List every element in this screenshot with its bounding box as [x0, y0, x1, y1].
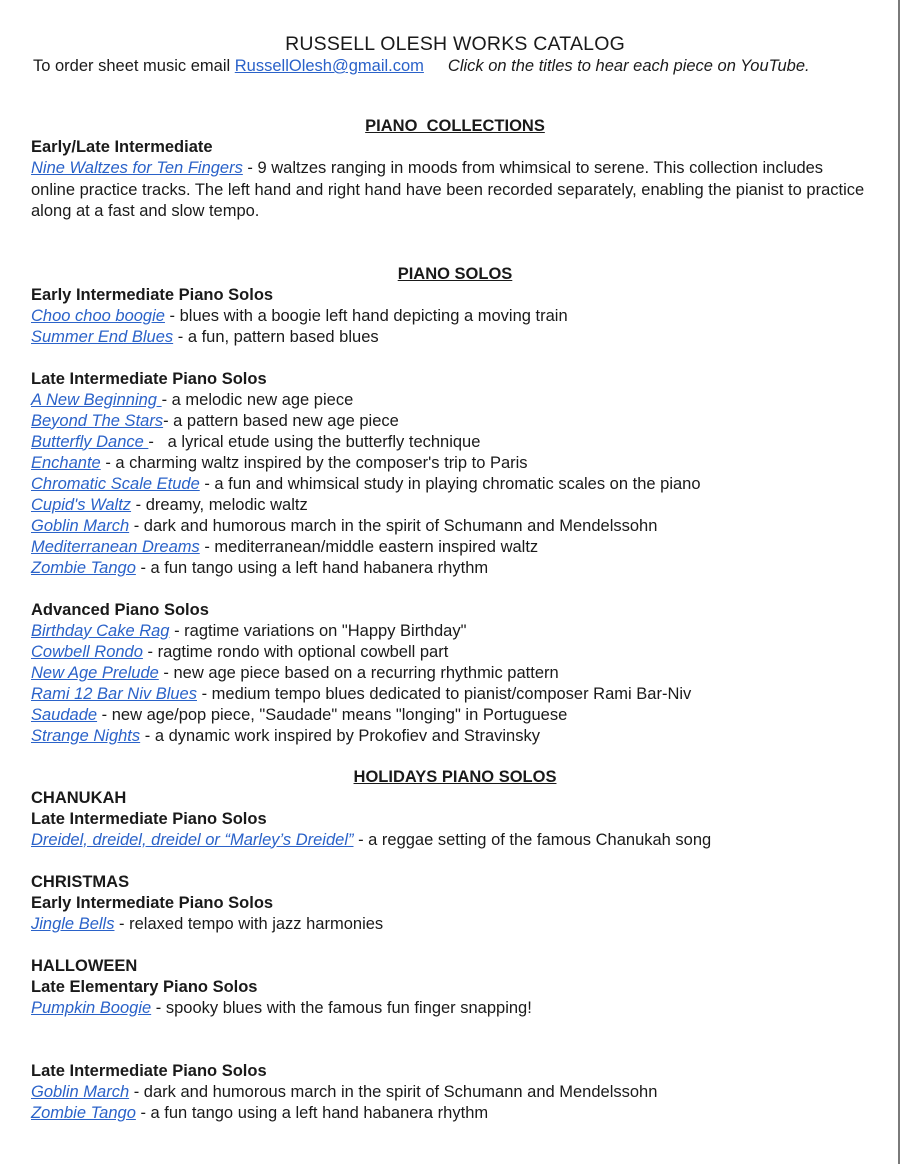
piece-link[interactable]: Dreidel, dreidel, dreidel or “Marley’s Dreidel”: [31, 830, 354, 849]
section-heading-solos: PIANO SOLOS: [397, 264, 513, 283]
category-advanced: Advanced Piano Solos: [31, 600, 209, 619]
piece-description: - a dynamic work inspired by Prokofiev and Stravinsky: [140, 726, 540, 745]
list-item: [31, 726, 871, 747]
piece-link[interactable]: Strange Nights: [31, 726, 141, 745]
piece-link[interactable]: Zombie Tango: [31, 1103, 136, 1122]
piece-description: - dreamy, melodic waltz: [131, 495, 308, 514]
list-item: [31, 432, 871, 453]
piece-description: - ragtime rondo with optional cowbell part: [142, 642, 449, 661]
list-item: [31, 474, 871, 495]
piece-link[interactable]: A New Beginning: [31, 390, 162, 409]
piece-link[interactable]: Beyond The Stars: [31, 411, 164, 430]
piece-description: - dark and humorous march in the spirit of Schumann and Mendelssohn: [129, 516, 658, 535]
list-item: [31, 327, 871, 348]
piece-description: - new age piece based on a recurring rhythmic pattern: [158, 663, 559, 682]
holiday-chanukah: CHANUKAH: [31, 788, 127, 807]
piece-link[interactable]: Goblin March: [31, 1082, 130, 1101]
list-item: [31, 1082, 871, 1103]
piece-link[interactable]: New Age Prelude: [31, 663, 159, 682]
piece-link[interactable]: Zombie Tango: [31, 558, 136, 577]
piece-link[interactable]: Rami 12 Bar Niv Blues: [31, 684, 197, 703]
list-item: [31, 453, 871, 474]
list-item: [31, 516, 871, 537]
list-item: [31, 663, 871, 684]
piece-description: - mediterranean/middle eastern inspired waltz: [199, 537, 539, 556]
category-early-intermediate: Early Intermediate Piano Solos: [31, 285, 274, 304]
category-late-intermediate: Late Intermediate Piano Solos: [31, 1061, 267, 1080]
piece-link[interactable]: Pumpkin Boogie: [31, 998, 152, 1017]
piece-link[interactable]: Chromatic Scale Etude: [31, 474, 200, 493]
piece-description: - new age/pop piece, "Saudade" means "longing" in Portuguese: [97, 705, 568, 724]
piece-description: - a fun tango using a left hand habanera rhythm: [135, 1103, 489, 1122]
piece-link[interactable]: Enchante: [31, 453, 101, 472]
list-item: [31, 537, 871, 558]
piece-link[interactable]: Mediterranean Dreams: [31, 537, 200, 556]
piece-description: - blues with a boogie left hand depicting a moving train: [164, 306, 568, 325]
piece-description: - a lyrical etude using the butterfly technique: [148, 432, 481, 451]
holiday-christmas: CHRISTMAS: [31, 872, 130, 891]
piece-description: - dark and humorous march in the spirit of Schumann and Mendelssohn: [129, 1082, 658, 1101]
list-item: [31, 558, 871, 579]
piece-description: - a charming waltz inspired by the composer's trip to Paris: [100, 453, 528, 472]
list-item: [31, 914, 871, 935]
piece-link[interactable]: Summer End Blues: [31, 327, 174, 346]
section-heading-collections: PIANO COLLECTIONS: [365, 117, 545, 135]
category-early-late-intermediate: Early/Late Intermediate: [31, 138, 213, 156]
list-item: [31, 390, 871, 411]
piece-description: - a melodic new age piece: [161, 390, 354, 409]
category-late-intermediate: Late Intermediate Piano Solos: [31, 369, 267, 388]
list-item: [31, 830, 871, 851]
list-item: [31, 998, 871, 1019]
piece-link[interactable]: Cowbell Rondo: [31, 642, 143, 661]
piece-description: - a pattern based new age piece: [163, 411, 399, 430]
email-link[interactable]: RussellOlesh@gmail.com: [234, 57, 424, 75]
piece-link[interactable]: Saudade: [31, 705, 98, 724]
section-heading-holidays: HOLIDAYS PIANO SOLOS: [353, 767, 557, 786]
list-item: [31, 411, 871, 432]
order-line: [33, 56, 871, 76]
piece-description: - relaxed tempo with jazz harmonies: [114, 914, 384, 933]
list-item: [31, 642, 871, 663]
page-title: RUSSELL OLESH WORKS CATALOG: [285, 33, 625, 55]
piece-link[interactable]: Goblin March: [31, 516, 130, 535]
piece-description: - a reggae setting of the famous Chanukah song: [353, 830, 712, 849]
youtube-note: Click on the titles to hear each piece on YouTube.: [447, 57, 810, 75]
category-early-intermediate: Early Intermediate Piano Solos: [31, 893, 274, 912]
list-item: [31, 306, 871, 327]
piece-link[interactable]: Cupid's Waltz: [31, 495, 132, 514]
list-item: [31, 684, 871, 705]
piece-link[interactable]: Choo choo boogie: [31, 306, 165, 325]
piece-description: - 9 waltzes ranging in moods from whimsical to serene. This collection includes online practice tracks. The left hand and right hand have been recorded separately, enabling the pianist to practice along at a fast and slow tempo.: [31, 159, 865, 220]
piece-description: - a fun tango using a left hand habanera rhythm: [135, 558, 489, 577]
category-late-intermediate: Late Intermediate Piano Solos: [31, 809, 267, 828]
list-item: [31, 495, 871, 516]
piece-link[interactable]: Nine Waltzes for Ten Fingers: [31, 159, 243, 177]
piece-description: - spooky blues with the famous fun finger snapping!: [151, 998, 532, 1017]
collection-item: [31, 158, 867, 223]
piece-description: - a fun, pattern based blues: [173, 327, 379, 346]
catalog-page: [31, 32, 871, 1124]
piece-description: - a fun and whimsical study in playing chromatic scales on the piano: [199, 474, 701, 493]
piece-link[interactable]: Jingle Bells: [31, 914, 115, 933]
list-item: [31, 1103, 871, 1124]
piece-link[interactable]: Birthday Cake Rag: [31, 621, 170, 640]
piece-description: - medium tempo blues dedicated to pianist/composer Rami Bar-Niv: [196, 684, 692, 703]
list-item: [31, 705, 871, 726]
category-late-elementary: Late Elementary Piano Solos: [31, 977, 258, 996]
list-item: [31, 621, 871, 642]
holiday-halloween: HALLOWEEN: [31, 956, 138, 975]
piece-description: - ragtime variations on "Happy Birthday": [169, 621, 467, 640]
piece-link[interactable]: Butterfly Dance: [31, 432, 149, 451]
order-prefix: To order sheet music email: [33, 57, 231, 75]
